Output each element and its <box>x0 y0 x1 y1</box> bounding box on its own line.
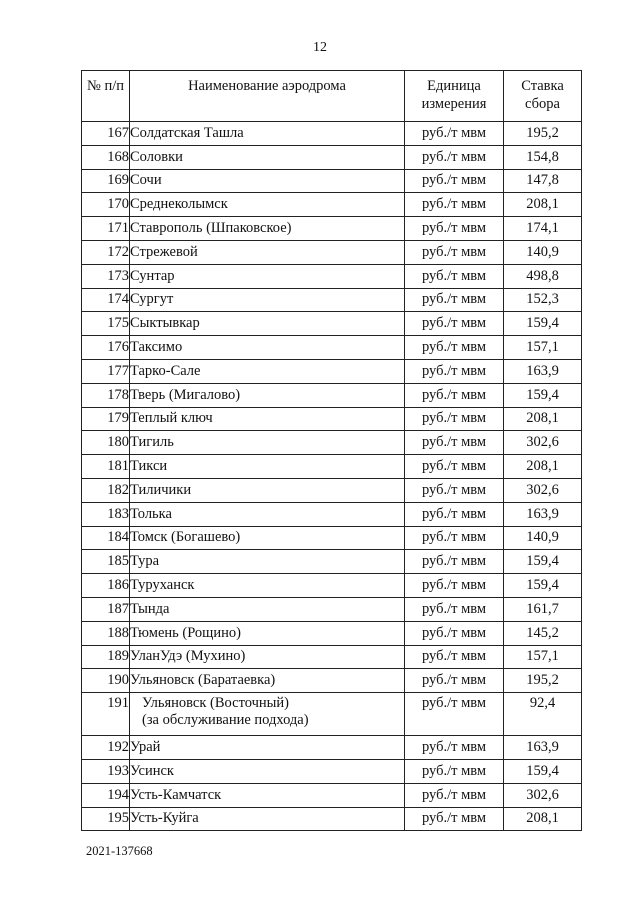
fee-rate: 161,7 <box>504 597 582 621</box>
airfield-name-line: Тиличики <box>130 481 192 498</box>
airfield-name <box>130 669 405 693</box>
header-unit-line-1: Единица <box>427 78 481 94</box>
airfield-name <box>130 359 405 383</box>
row-number: 192 <box>82 736 130 760</box>
unit-of-measure: руб./т мвм <box>405 145 504 169</box>
table-row <box>82 122 582 146</box>
airfield-rates-table <box>81 70 582 831</box>
airfield-name <box>130 478 405 502</box>
document-id: 2021-137668 <box>86 844 153 858</box>
table-row <box>82 145 582 169</box>
row-number: 169 <box>82 169 130 193</box>
table-row <box>82 431 582 455</box>
airfield-name-line: Тюмень (Рощино) <box>130 624 241 641</box>
unit-of-measure: руб./т мвм <box>405 597 504 621</box>
airfield-name-line: Тигиль <box>130 434 174 451</box>
table-row <box>82 455 582 479</box>
airfield-name-line: Усинск <box>130 762 174 779</box>
airfield-name <box>130 431 405 455</box>
airfield-name <box>130 217 405 241</box>
airfield-name-line: Ульяновск (Восточный) <box>142 695 289 712</box>
row-number: 189 <box>82 645 130 669</box>
table-row <box>82 478 582 502</box>
airfield-name <box>130 736 405 760</box>
airfield-name-line: Сургут <box>130 291 174 308</box>
header-number <box>82 71 130 122</box>
row-number: 195 <box>82 807 130 831</box>
header-airfield-name <box>130 71 405 122</box>
table-row <box>82 669 582 693</box>
fee-rate: 208,1 <box>504 407 582 431</box>
row-number: 170 <box>82 193 130 217</box>
table-body <box>82 122 582 831</box>
table-header-row <box>82 71 582 122</box>
unit-of-measure: руб./т мвм <box>405 645 504 669</box>
fee-rate: 302,6 <box>504 783 582 807</box>
fee-rate: 195,2 <box>504 669 582 693</box>
unit-of-measure: руб./т мвм <box>405 502 504 526</box>
airfield-name-line: Туруханск <box>130 577 195 594</box>
row-number: 167 <box>82 122 130 146</box>
row-number: 179 <box>82 407 130 431</box>
row-number: 187 <box>82 597 130 621</box>
fee-rate: 163,9 <box>504 736 582 760</box>
unit-of-measure: руб./т мвм <box>405 550 504 574</box>
airfield-name-line: Усть-Камчатск <box>130 786 222 803</box>
fee-rate: 157,1 <box>504 645 582 669</box>
table-row <box>82 759 582 783</box>
table-row <box>82 312 582 336</box>
airfield-name-line: Тында <box>130 600 170 617</box>
row-number: 173 <box>82 264 130 288</box>
table-row <box>82 383 582 407</box>
row-number: 175 <box>82 312 130 336</box>
airfield-name-line: Ставрополь (Шпаковское) <box>130 220 292 237</box>
unit-of-measure: руб./т мвм <box>405 759 504 783</box>
table-row <box>82 807 582 831</box>
table-row <box>82 264 582 288</box>
table-row <box>82 550 582 574</box>
airfield-name-line: Среднеколымск <box>130 196 228 213</box>
airfield-name <box>130 645 405 669</box>
airfield-name <box>130 193 405 217</box>
fee-rate: 208,1 <box>504 193 582 217</box>
fee-rate: 163,9 <box>504 359 582 383</box>
table-row <box>82 526 582 550</box>
airfield-name-line: Соловки <box>130 148 183 165</box>
unit-of-measure: руб./т мвм <box>405 383 504 407</box>
unit-of-measure: руб./т мвм <box>405 478 504 502</box>
airfield-name-line: Усть-Куйга <box>130 810 199 827</box>
row-number: 186 <box>82 574 130 598</box>
page-number: 12 <box>313 40 327 55</box>
header-rate-line-2: сбора <box>525 96 560 112</box>
unit-of-measure: руб./т мвм <box>405 359 504 383</box>
unit-of-measure: руб./т мвм <box>405 336 504 360</box>
unit-of-measure: руб./т мвм <box>405 288 504 312</box>
row-number: 172 <box>82 240 130 264</box>
row-number: 168 <box>82 145 130 169</box>
airfield-name <box>130 145 405 169</box>
unit-of-measure: руб./т мвм <box>405 693 504 736</box>
table-row <box>82 621 582 645</box>
airfield-name <box>130 693 405 736</box>
table-row <box>82 502 582 526</box>
airfield-name-line: Таксимо <box>130 339 183 356</box>
airfield-name-line: Сунтар <box>130 267 175 284</box>
airfield-name-line: Тикси <box>130 458 168 475</box>
airfield-name-line: (за обслуживание подхода) <box>142 712 309 729</box>
airfield-name-line: Урай <box>130 739 161 756</box>
table-row <box>82 693 582 736</box>
airfield-name-line: Стрежевой <box>130 243 198 260</box>
airfield-name <box>130 455 405 479</box>
table-row <box>82 336 582 360</box>
fee-rate: 159,4 <box>504 550 582 574</box>
airfield-name <box>130 240 405 264</box>
fee-rate: 92,4 <box>504 693 582 736</box>
airfield-name <box>130 336 405 360</box>
fee-rate: 174,1 <box>504 217 582 241</box>
airfield-name <box>130 783 405 807</box>
unit-of-measure: руб./т мвм <box>405 264 504 288</box>
row-number: 194 <box>82 783 130 807</box>
airfield-name <box>130 502 405 526</box>
unit-of-measure: руб./т мвм <box>405 240 504 264</box>
airfield-name <box>130 288 405 312</box>
airfield-name-line: Теплый ключ <box>130 410 213 427</box>
fee-rate: 147,8 <box>504 169 582 193</box>
unit-of-measure: руб./т мвм <box>405 783 504 807</box>
airfield-name <box>130 550 405 574</box>
table-row <box>82 736 582 760</box>
fee-rate: 163,9 <box>504 502 582 526</box>
unit-of-measure: руб./т мвм <box>405 312 504 336</box>
unit-of-measure: руб./т мвм <box>405 807 504 831</box>
table-row <box>82 240 582 264</box>
fee-rate: 302,6 <box>504 431 582 455</box>
row-number: 181 <box>82 455 130 479</box>
table-row <box>82 359 582 383</box>
airfield-name-line: Солдатская Ташла <box>130 124 244 141</box>
row-number: 182 <box>82 478 130 502</box>
unit-of-measure: руб./т мвм <box>405 621 504 645</box>
row-number: 176 <box>82 336 130 360</box>
airfield-name <box>130 122 405 146</box>
row-number: 177 <box>82 359 130 383</box>
unit-of-measure: руб./т мвм <box>405 736 504 760</box>
header-rate <box>504 71 582 122</box>
fee-rate: 159,4 <box>504 759 582 783</box>
unit-of-measure: руб./т мвм <box>405 455 504 479</box>
airfield-name-line: Сыктывкар <box>130 315 200 332</box>
airfield-name <box>130 312 405 336</box>
airfield-name-line: Тура <box>130 553 160 570</box>
row-number: 184 <box>82 526 130 550</box>
row-number: 171 <box>82 217 130 241</box>
airfield-name-line: Томск (Богашево) <box>130 529 241 546</box>
fee-rate: 157,1 <box>504 336 582 360</box>
airfield-name <box>130 759 405 783</box>
table-row <box>82 574 582 598</box>
airfield-name-line: Тверь (Мигалово) <box>130 386 241 403</box>
table-row <box>82 407 582 431</box>
header-unit-line-2: измерения <box>421 96 487 112</box>
row-number: 191 <box>82 693 130 736</box>
header-rate-line-1: Ставка <box>521 78 564 94</box>
table-row <box>82 783 582 807</box>
row-number: 185 <box>82 550 130 574</box>
airfield-name-line: Тарко-Сале <box>130 362 201 379</box>
table-row <box>82 193 582 217</box>
airfield-name <box>130 621 405 645</box>
unit-of-measure: руб./т мвм <box>405 669 504 693</box>
table-row <box>82 217 582 241</box>
airfield-name-line: Сочи <box>130 172 162 189</box>
unit-of-measure: руб./т мвм <box>405 407 504 431</box>
airfield-name <box>130 807 405 831</box>
header-unit <box>405 71 504 122</box>
airfield-name-line: Толька <box>130 505 172 522</box>
unit-of-measure: руб./т мвм <box>405 122 504 146</box>
unit-of-measure: руб./т мвм <box>405 169 504 193</box>
unit-of-measure: руб./т мвм <box>405 574 504 598</box>
fee-rate: 208,1 <box>504 807 582 831</box>
table-row <box>82 169 582 193</box>
header-number-label: № п/п <box>86 78 124 94</box>
row-number: 174 <box>82 288 130 312</box>
unit-of-measure: руб./т мвм <box>405 431 504 455</box>
row-number: 193 <box>82 759 130 783</box>
fee-rate: 208,1 <box>504 455 582 479</box>
airfield-name <box>130 574 405 598</box>
row-number: 178 <box>82 383 130 407</box>
table-row <box>82 288 582 312</box>
unit-of-measure: руб./т мвм <box>405 193 504 217</box>
airfield-name-line: УланУдэ (Мухино) <box>130 648 246 665</box>
fee-rate: 159,4 <box>504 312 582 336</box>
airfield-name <box>130 383 405 407</box>
row-number: 188 <box>82 621 130 645</box>
fee-rate: 152,3 <box>504 288 582 312</box>
row-number: 180 <box>82 431 130 455</box>
header-airfield-name-label: Наименование аэродрома <box>188 78 346 94</box>
fee-rate: 498,8 <box>504 264 582 288</box>
fee-rate: 302,6 <box>504 478 582 502</box>
fee-rate: 154,8 <box>504 145 582 169</box>
table-row <box>82 597 582 621</box>
fee-rate: 145,2 <box>504 621 582 645</box>
fee-rate: 159,4 <box>504 383 582 407</box>
airfield-name <box>130 169 405 193</box>
airfield-name <box>130 264 405 288</box>
airfield-name-line: Ульяновск (Баратаевка) <box>130 672 276 689</box>
airfield-name <box>130 597 405 621</box>
unit-of-measure: руб./т мвм <box>405 526 504 550</box>
airfield-name <box>130 526 405 550</box>
table-row <box>82 645 582 669</box>
fee-rate: 140,9 <box>504 240 582 264</box>
unit-of-measure: руб./т мвм <box>405 217 504 241</box>
airfield-name <box>130 407 405 431</box>
fee-rate: 140,9 <box>504 526 582 550</box>
fee-rate: 159,4 <box>504 574 582 598</box>
row-number: 190 <box>82 669 130 693</box>
row-number: 183 <box>82 502 130 526</box>
fee-rate: 195,2 <box>504 122 582 146</box>
